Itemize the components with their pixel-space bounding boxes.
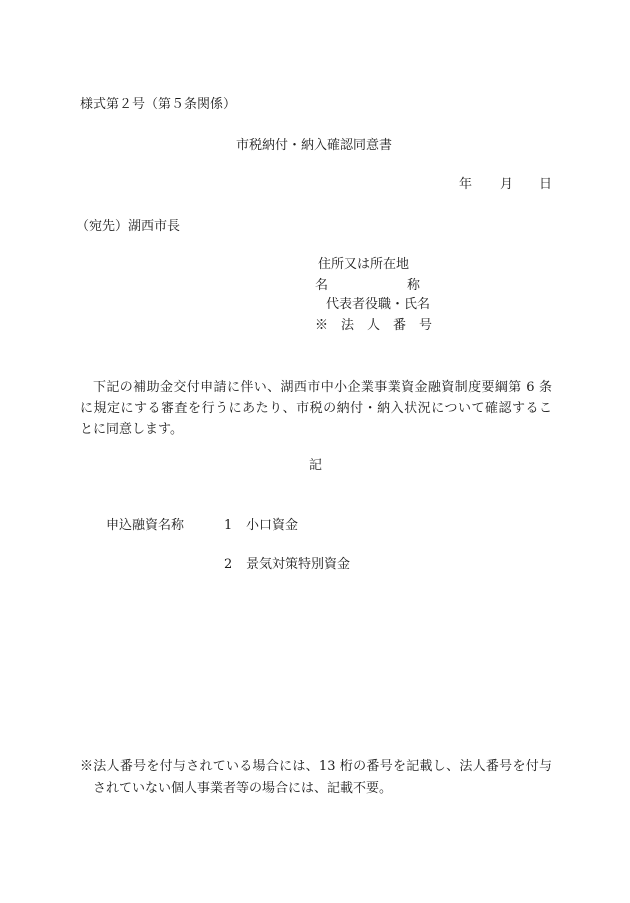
fund-item-number: 2 [224,557,233,572]
applicant-name-label-part2: 称 [407,278,421,293]
applicant-name-label-part1: 名 [315,278,329,293]
date-year-label: 年 [459,177,473,192]
footnote-line: されていない個人事業者等の場合には、記載不要。 [93,781,393,796]
date-day-label: 日 [539,177,553,192]
applicant-address-label: 住所又は所在地 [318,257,410,272]
consent-body-line: 下記の補助金交付申請に伴い、湖西市中小企業事業資金融資制度要綱第 6 条 [93,380,552,395]
date-month-label: 月 [500,177,514,192]
footnote-line: ※法人番号を付与されている場合には、13 桁の番号を記載し、法人番号を付与 [80,759,552,774]
footnote [80,756,552,800]
document-title: 市税納付・納入確認同意書 [236,138,393,153]
fund-label: 申込融資名称 [106,518,185,533]
fund-item-name: 小口資金 [246,518,299,533]
applicant-representative-label: 代表者役職・氏名 [326,297,431,312]
consent-body-line: とに同意します。 [80,422,183,437]
form-number: 様式第２号（第５条関係） [80,97,237,112]
fund-item-name: 景気対策特別資金 [246,557,351,572]
addressee: （宛先）湖西市長 [76,219,181,234]
applicant-corporate-number-label: ※ 法 人 番 号 [315,318,433,333]
consent-body [80,377,552,440]
fund-item-number: 1 [224,518,233,533]
consent-body-line: に規定にする審査を行うにあたり、市税の納付・納入状況について確認するこ [80,401,552,416]
ki-heading: 記 [309,458,323,473]
